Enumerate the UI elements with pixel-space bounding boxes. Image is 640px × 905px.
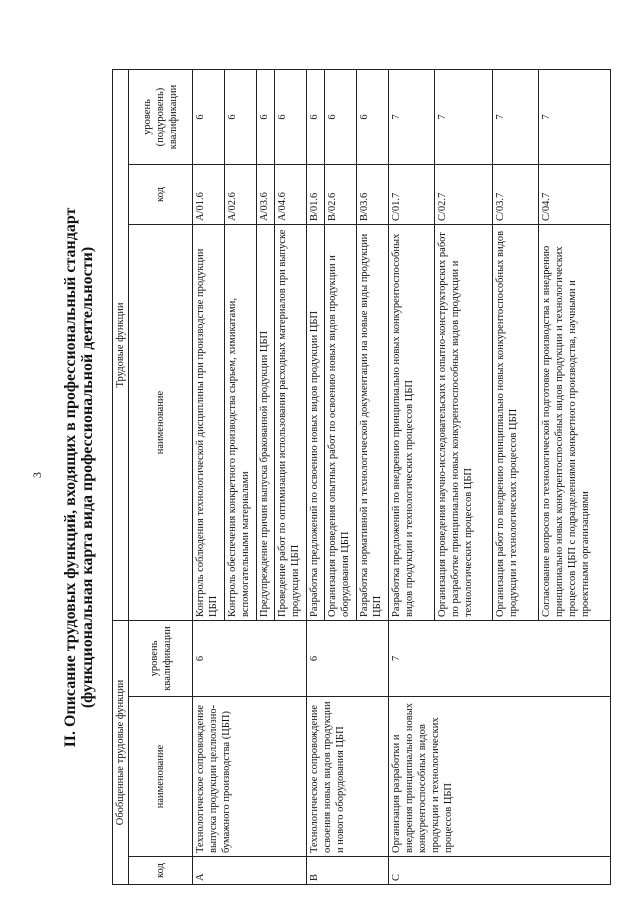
function-level: 7 (539, 69, 611, 164)
function-level: 6 (307, 69, 325, 164)
function-level: 7 (389, 69, 435, 164)
function-code: C/04.7 (539, 165, 611, 225)
header-fn-level: уровень (подуровень) квалификации (129, 69, 193, 164)
rotated-page-content (62, 70, 607, 885)
function-name: Контроль обеспечения конкретного производства сырьем, химикатами, вспомогательными материалами (225, 225, 257, 621)
page-number: 3 (30, 472, 44, 478)
group-code: B (307, 857, 389, 885)
function-name: Проведение работ по оптимизации использования расходных материалов при выпуске продукции ЦБП (275, 225, 307, 621)
function-level: 6 (193, 69, 225, 164)
header-code: код (129, 857, 193, 885)
function-name: Разработка предложений по внедрению принципиально новых конкурентоспособных видов продукции и технологических процессов ЦБП (389, 225, 435, 621)
function-name: Организация проведения научно-исследовательских и опытно-конструкторских работ по разработке принципиально новых конкурентоспособных видов продукции и технологических процессов ЦБП (435, 225, 493, 621)
function-level: 6 (357, 69, 389, 164)
function-level: 6 (275, 69, 307, 164)
header-fn-name: наименование (129, 225, 193, 621)
group-level: 7 (389, 621, 611, 697)
function-level: 6 (325, 69, 357, 164)
group-name: Технологическое сопровождение выпуска продукции целлюлозно-бумажного производства (ЦБП) (193, 697, 307, 857)
function-level: 7 (493, 69, 539, 164)
group-name: Организация разработки и внедрения принципиально новых конкурентоспособных видов продукции и технологических процессов ЦБП (389, 697, 611, 857)
function-name: Разработка предложений по освоению новых видов продукции ЦБП (307, 225, 325, 621)
function-name: Согласование вопросов по технологической подготовке производства к внедрению принципиально новых конкурентоспособных видов продукции и технологических процессов ЦБП с подразделениями конкретного производства, научными и проектными организациями (539, 225, 611, 621)
group-code: A (193, 857, 307, 885)
function-code: A/02.6 (225, 165, 257, 225)
header-level: уровень квалификации (129, 621, 193, 697)
function-code: C/03.7 (493, 165, 539, 225)
header-name: наименование (129, 697, 193, 857)
function-code: C/02.7 (435, 165, 493, 225)
function-code: A/04.6 (275, 165, 307, 225)
function-code: A/01.6 (193, 165, 225, 225)
title-line-2: (функциональная карта вида профессиональной деятельности) (79, 246, 96, 709)
group-level: 6 (193, 621, 307, 697)
header-generalized: Обобщенные трудовые функции (113, 621, 129, 885)
function-level: 6 (257, 69, 275, 164)
section-title (62, 70, 112, 885)
header-functions: Трудовые функции (113, 69, 129, 620)
function-name: Контроль соблюдения технологической дисциплины при производстве продукции ЦБП (193, 225, 225, 621)
function-name: Разработка нормативной и технологической документации на новые виды продукции ЦБП (357, 225, 389, 621)
function-code: B/02.6 (325, 165, 357, 225)
function-name: Предупреждение причин выпуска бракованной продукции ЦБП (257, 225, 275, 621)
group-code: C (389, 857, 611, 885)
function-name: Организация работ по внедрению принципиально новых конкурентоспособных видов продукции и технологических процессов ЦБП (493, 225, 539, 621)
function-name: Организация проведения опытных работ по освоению новых видов продукции и оборудования ЦБП (325, 225, 357, 621)
function-code: B/01.6 (307, 165, 325, 225)
function-level: 6 (225, 69, 257, 164)
function-level: 7 (435, 69, 493, 164)
header-fn-code: код (129, 165, 193, 225)
function-code: A/03.6 (257, 165, 275, 225)
group-level: 6 (307, 621, 389, 697)
title-line-1: II. Описание трудовых функций, входящих в профессиональный стандарт (62, 207, 79, 748)
group-name: Технологическое сопровождение освоения новых видов продукции и нового оборудования ЦБП (307, 697, 389, 857)
function-code: C/01.7 (389, 165, 435, 225)
functional-map-table (112, 69, 611, 885)
function-code: B/03.6 (357, 165, 389, 225)
